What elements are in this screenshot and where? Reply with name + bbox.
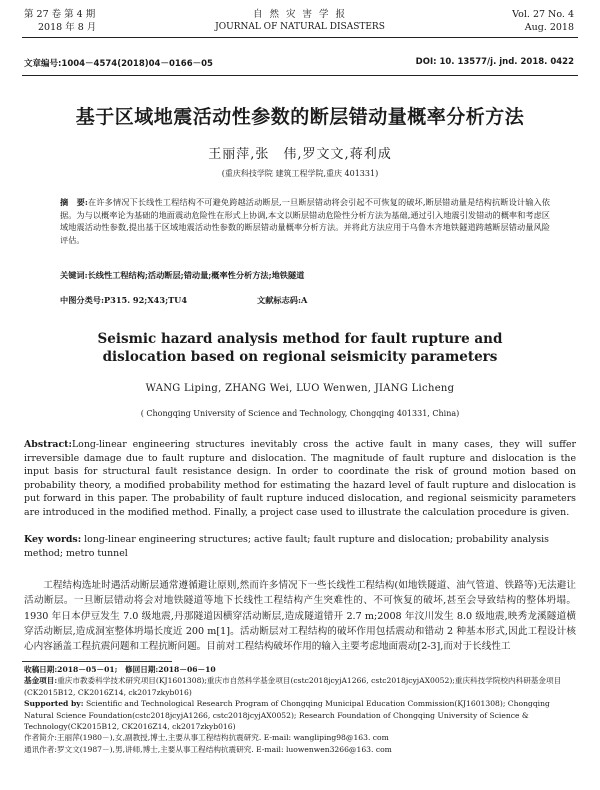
keywords-en-label: Key words:	[24, 534, 82, 545]
running-header-right	[512, 8, 574, 34]
volume-en: Vol. 27 No. 4	[512, 9, 574, 20]
keywords-en-text: long-linear engineering structures; active fault; fault rupture and dislocation; probability analysis method; metro tunnel	[24, 534, 549, 559]
running-header-center	[0, 8, 600, 34]
abstract-en-text: Long-linear engineering structures inevitably cross the active fault in many cases, they will suffer irreversible damage due to fault rupture and dislocation. The magnitude of fault rupture and dislocation is the input basis for structural fault resistance design. In order to coordinate the risk of ground motion based on probability theory, a modified probability method for estimating the hazard level of fault rupture and dislocation is put forward in this paper. The probability of fault rupture induced dislocation, and regional seismicity parameters are introduced in the modified method. Finally, a project case used to illustrate the calculation procedure is given.	[24, 439, 576, 518]
body-paragraph: 工程结构选址时遇活动断层通常遵循避让原则,然而许多情况下一些长线性工程结构(如地铁隧道、油气管道、铁路等)无法避让活动断层。一旦断层错动将会对地铁隧道等地下长线性工程结构产生突难性的、不可恢复的破坏,甚至会导致结构的整体坍塌。1930 年日本伊豆发生 7.0 级地震,丹那隧道因横穿活动断层,造成隧道错开 2.7 m;2008 年汶川发生 8.0 级地震,映秀龙溪隧道横穿活动断层,造成洞室整体坍塌长度近 200 m[1]。活动断层对工程结构的破坏作用包括震动和错动 2 种基本形式,因此工程设计核心内容涵盖工程抗震问题和工程抗断问题。目前对工程结构破坏作用的输入主要考虑地面震动[2-3],而对于长线性工	[24, 580, 576, 653]
abstract-cn-label: 摘 要:	[60, 197, 88, 207]
received-date: 收稿日期:2018－05－01; 修回日期:2018－06－10	[24, 665, 216, 674]
affiliation-cn: (重庆科技学院 建筑工程学院,重庆 401331)	[221, 169, 379, 178]
classification	[60, 295, 307, 306]
affiliation-en: ( Chongqing University of Science and Technology, Chongqing 401331, China)	[140, 409, 460, 418]
corresponding-author: 通讯作者:罗文文(1987－),男,讲师,博士,主要从事工程结构抗震研究. E-mail: luowenwen3266@163. com	[24, 744, 392, 754]
fund-cn-text: 重庆市教委科学技术研究项目(KJ1601308);重庆市自然科学基金项目(cstc2018jcyjA1266, cstc2018jcyjAX0052);重庆科技学院校内科研基金项目(CK2015B12, CK2016Z14, ck2017zkyb016)	[24, 676, 562, 697]
journal-title-en: JOURNAL OF NATURAL DISASTERS	[215, 22, 385, 32]
abstract-en	[24, 438, 576, 520]
abstract-cn	[60, 196, 550, 246]
paper-title-cn: 基于区域地震活动性参数的断层错动量概率分析方法	[75, 106, 525, 128]
fund-cn-label: 基金项目:	[24, 676, 58, 686]
volume-cn: 第 27 卷 第 4 期	[24, 9, 96, 20]
keywords-en	[24, 533, 576, 560]
footnotes	[24, 664, 580, 755]
doi: DOI: 10. 13577/j. jnd. 2018. 0422	[415, 57, 574, 67]
footnote-rule	[22, 661, 172, 662]
journal-title-cn: 自 然 灾 害 学 报	[252, 9, 348, 20]
meta-rule	[22, 75, 578, 76]
date-cn: 2018 年 8 月	[38, 22, 97, 33]
date-en: Aug. 2018	[524, 22, 574, 33]
paper-title-en-line2: dislocation based on regional seismicity parameters	[102, 349, 498, 365]
article-number: 文章编号:1004－4574(2018)04－0166－05	[24, 59, 213, 69]
author-bio: 作者简介:王丽萍(1980－),女,副教授,博士,主要从事工程结构抗震研究. E-mail: wangliping98@163. com	[24, 733, 389, 743]
authors-cn: 王丽萍,张 伟,罗文文,蒋利成	[208, 147, 392, 162]
abstract-cn-text: 在许多情况下长线性工程结构不可避免跨越活动断层,一旦断层错动将会引起不可恢复的破坏,断层错动量是结构抗断设计输入依据。为与以概率论为基础的地面震动危险性在形式上协调,本文以断层错动危险性分析方法为基础,通过引入地震引发错动的概率和考虑区域地震活动性参数,提出基于区域地震活动性参数的断层错动量概率分析方法。并将此方法应用于乌鲁木齐地铁隧道跨越断层错动量风险评估。	[60, 197, 550, 245]
document-code: 文献标志码:A	[257, 295, 308, 305]
paper-title-en	[0, 330, 600, 366]
paper-title-en-line1: Seismic hazard analysis method for fault rupture and	[97, 331, 503, 347]
keywords-cn: 关键词:长线性工程结构;活动断层;错动量;概率性分析方法;地铁隧道	[60, 270, 305, 280]
clc-number: 中图分类号:P315. 92;X43;TU4	[60, 295, 188, 305]
fund-en	[24, 698, 580, 732]
abstract-en-label: Abstract:	[24, 439, 72, 450]
fund-en-text: Scientific and Technological Research Program of Chongqing Municipal Education Commission(KJ1601308); Chongqing Natural Science Foundation(cstc2018jcyjA1266, cstc2018jcyjAX0052); Research Foundation of Chongqing University of Science & Technology(CK2015B12, CK2016Z14, ck2017zkyb016)	[24, 699, 550, 732]
authors-en: WANG Liping, ZHANG Wei, LUO Wenwen, JIANG Licheng	[145, 383, 455, 394]
fund-cn	[24, 675, 580, 698]
header-rule	[22, 37, 578, 38]
fund-en-label: Supported by:	[24, 699, 84, 709]
